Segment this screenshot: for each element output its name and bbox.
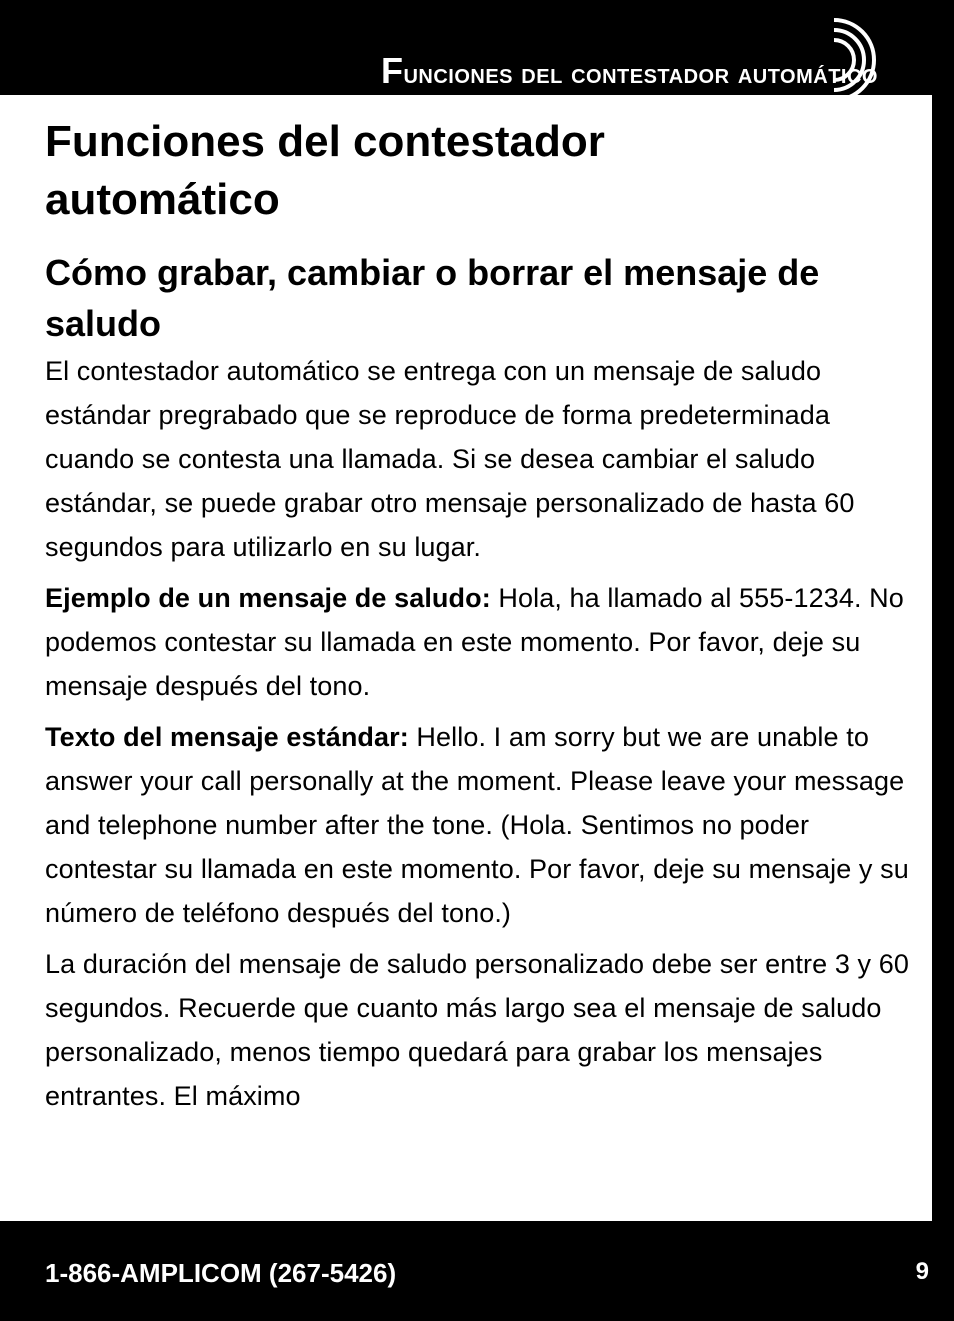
page-number: 9 xyxy=(915,1258,929,1285)
example-text: Hola, ha llamado al 555-1234. No podemos contestar su llamada en este momento. Por favor, deje su mensaje después del tono. xyxy=(45,583,904,701)
running-header xyxy=(381,50,878,92)
main-content xyxy=(45,113,910,1118)
page-content-area xyxy=(0,95,932,1221)
standard-message-paragraph xyxy=(45,715,910,935)
intro-paragraph: El contestador automático se entrega con un mensaje de saludo estándar pregrabado que se reproduce de forma predeterminada cuando se contesta una llamada. Si se desea cambiar el saludo estándar, se puede grabar otro mensaje personalizado de hasta 60 segundos para utilizarlo en su lugar. xyxy=(45,356,855,562)
section-heading: Cómo grabar, cambiar o borrar el mensaje de saludo xyxy=(45,252,820,344)
page-title: Funciones del contestador automático xyxy=(45,117,605,224)
running-header-initial: F xyxy=(380,50,404,91)
example-label: Ejemplo de un mensaje de saludo: xyxy=(45,583,491,613)
running-header-rest: unciones del contestador automático xyxy=(403,58,878,89)
duration-paragraph: La duración del mensaje de saludo personalizado debe ser entre 3 y 60 segundos. Recuerde que cuanto más largo sea el mensaje de saludo personalizado, menos tiempo quedará para grabar los mensajes entrantes. El máximo xyxy=(45,949,909,1111)
footer-phone-number: 1-866-AMPLICOM (267-5426) xyxy=(45,1258,397,1288)
example-paragraph xyxy=(45,576,910,708)
standard-message-label: Texto del mensaje estándar: xyxy=(45,722,409,752)
standard-message-text: Hello. I am sorry but we are unable to answer your call personally at the moment. Please leave your message and telephone number after the tone. (Hola. Sentimos no poder contestar su llamada en este momento. Por favor, deje su mensaje y su número de teléfono después del tono.) xyxy=(45,722,909,928)
